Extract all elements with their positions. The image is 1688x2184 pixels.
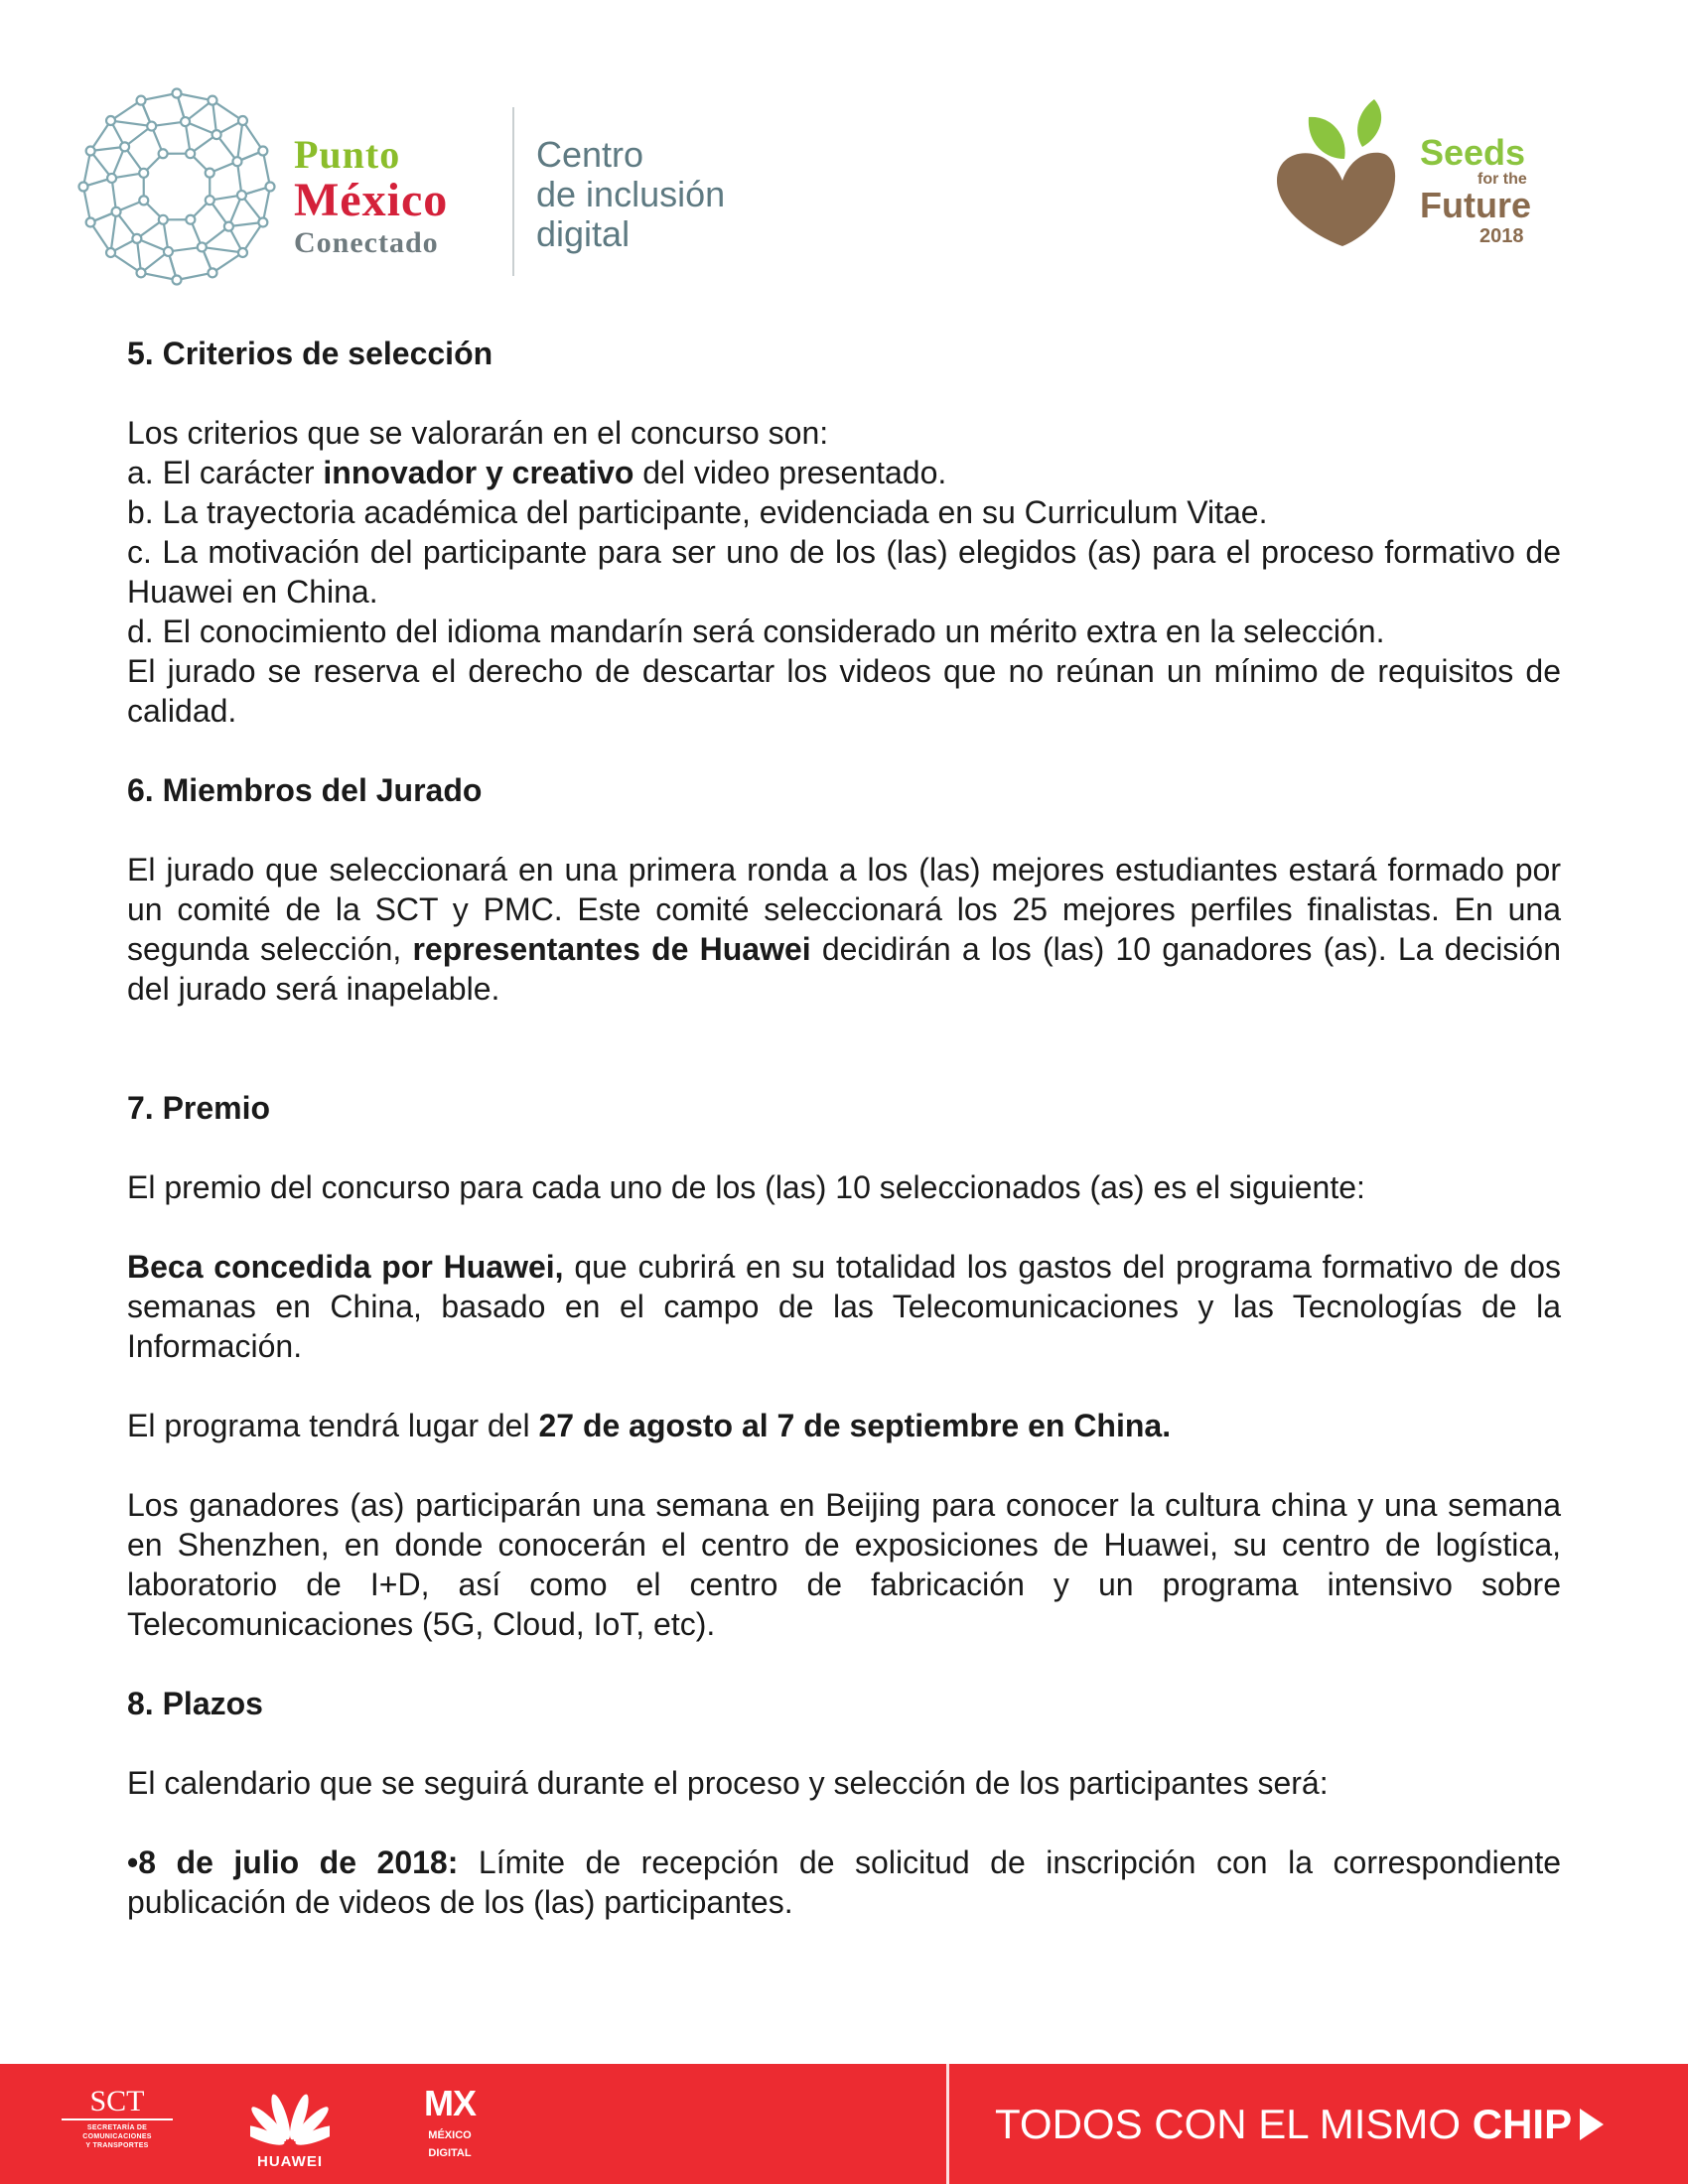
criterion-a-text: a. El carácter <box>127 455 324 490</box>
seeds-for-the-future-logo <box>1271 97 1569 266</box>
sct-logo <box>58 2086 177 2150</box>
page-header <box>0 0 1688 298</box>
seeds-line-2: for the <box>1477 171 1527 188</box>
sct-subtitle-1: SECRETARÍA DE <box>86 2124 148 2131</box>
mexico-digital-logo <box>405 2084 494 2159</box>
sct-subtitle-2: COMUNICACIONES <box>82 2133 152 2140</box>
criterion-a <box>127 453 1561 492</box>
deadline-text: Límite de recepción de solicitud de inscripción con la correspondiente publicación de videos de los (las) participantes. <box>127 1844 1562 1920</box>
sprout-heart-icon <box>1271 97 1400 261</box>
page-footer <box>0 2064 1688 2184</box>
criterion-c: c. La motivación del participante para ser uno de los (las) elegidos (as) para el proceso formativo de Huawei en China. <box>127 534 1561 610</box>
sct-title: SCT <box>89 2085 145 2117</box>
punto-mexico-conectado-logo <box>77 87 773 286</box>
sct-rule <box>62 2118 173 2120</box>
program-dates-emphasis: 27 de agosto al 7 de septiembre en China. <box>538 1408 1172 1443</box>
criterion-b: b. La trayectoria académica del participante, evidenciada en su Curriculum Vitae. <box>127 494 1268 530</box>
huawei-logo <box>250 2088 330 2177</box>
seeds-line-1: Seeds <box>1420 132 1526 173</box>
pmc-line-2: México <box>294 174 449 226</box>
section-6-emphasis: representantes de Huawei <box>412 931 811 967</box>
jury-reservation: El jurado se reserva el derecho de descartar los videos que no reúnan un mínimo de requisitos de calidad. <box>127 653 1561 729</box>
pmc-line-3: Conectado <box>294 226 439 259</box>
deadline-date: •8 de julio de 2018: <box>127 1844 459 1880</box>
cid-line-3: digital <box>536 213 631 254</box>
play-arrow-icon <box>1580 2109 1604 2140</box>
program-dates-text: El programa tendrá lugar del <box>127 1408 539 1443</box>
scholarship-paragraph <box>127 1247 1561 1366</box>
section-7-intro: El premio del concurso para cada uno de los (las) 10 seleccionados (as) es el siguiente: <box>127 1169 1365 1205</box>
section-7-title: 7. Premio <box>127 1090 271 1126</box>
criterion-d: d. El conocimiento del idioma mandarín será considerado un mérito extra en la selección. <box>127 614 1385 649</box>
centro-inclusion-digital-wordmark <box>536 135 725 254</box>
huawei-petals-icon <box>250 2088 330 2151</box>
huawei-wordmark: HUAWEI <box>257 2153 323 2170</box>
mx-subtitle-1: MÉXICO <box>428 2129 472 2141</box>
section-6-title: 6. Miembros del Jurado <box>127 772 483 808</box>
section-6-text: El jurado que seleccionará en una primera ronda a los (las) mejores estudiantes estará formado por un comité de la SCT y PMC. Este comité seleccionará los 25 mejores perfiles finalistas. En una segunda selección, <box>127 852 1561 967</box>
footer-slogan <box>995 2100 1604 2149</box>
section-5-title: 5. Criterios de selección <box>127 336 493 371</box>
program-dates-paragraph <box>127 1406 1561 1445</box>
criterion-a-emphasis: innovador y creativo <box>323 455 634 490</box>
cid-line-2: de inclusión <box>536 174 726 214</box>
seeds-year: 2018 <box>1479 225 1524 247</box>
pmc-wordmark <box>294 132 449 259</box>
document-body <box>127 334 1561 1922</box>
section-8-title: 8. Plazos <box>127 1686 263 1721</box>
section-6-text-end: decidirán a los (las) 10 ganadores (as). La decisión del jurado será inapelable. <box>127 931 1562 1007</box>
cid-line-1: Centro <box>536 134 644 175</box>
seeds-line-3: Future <box>1420 185 1531 225</box>
seeds-wordmark <box>1420 132 1531 247</box>
slogan-emphasis: CHIP <box>1472 2101 1573 2147</box>
section-6-paragraph <box>127 850 1561 1009</box>
slogan-text: TODOS CON EL MISMO <box>995 2101 1473 2147</box>
criterion-a-text-end: del video presentado. <box>633 455 947 490</box>
footer-divider <box>946 2064 949 2184</box>
sct-subtitle-3: Y TRANSPORTES <box>85 2142 149 2149</box>
scholarship-text: que cubrirá en su totalidad los gastos del programa formativo de dos semanas en China, basado en el campo de las Telecomunicaciones y las Tecnologías de la Información. <box>127 1249 1561 1364</box>
pmc-line-1: Punto <box>294 132 401 177</box>
deadline-item <box>127 1843 1561 1922</box>
network-globe-icon <box>77 87 276 286</box>
section-8-intro: El calendario que se seguirá durante el proceso y selección de los participantes será: <box>127 1765 1329 1801</box>
section-5-intro: Los criterios que se valorarán en el concurso son: <box>127 415 829 451</box>
winners-paragraph: Los ganadores (as) participarán una semana en Beijing para conocer la cultura china y una semana en Shenzhen, en donde conocerán el centro de exposiciones de Huawei, su centro de logística, laboratorio de I+D, así como el centro de fabricación y un programa intensivo sobre Telecomunicaciones (5G, Cloud, IoT, etc). <box>127 1487 1561 1642</box>
logo-divider <box>512 107 514 276</box>
mx-mark: MX <box>424 2083 476 2123</box>
scholarship-emphasis: Beca concedida por Huawei, <box>127 1249 564 1285</box>
mx-subtitle-2: DIGITAL <box>428 2147 472 2159</box>
